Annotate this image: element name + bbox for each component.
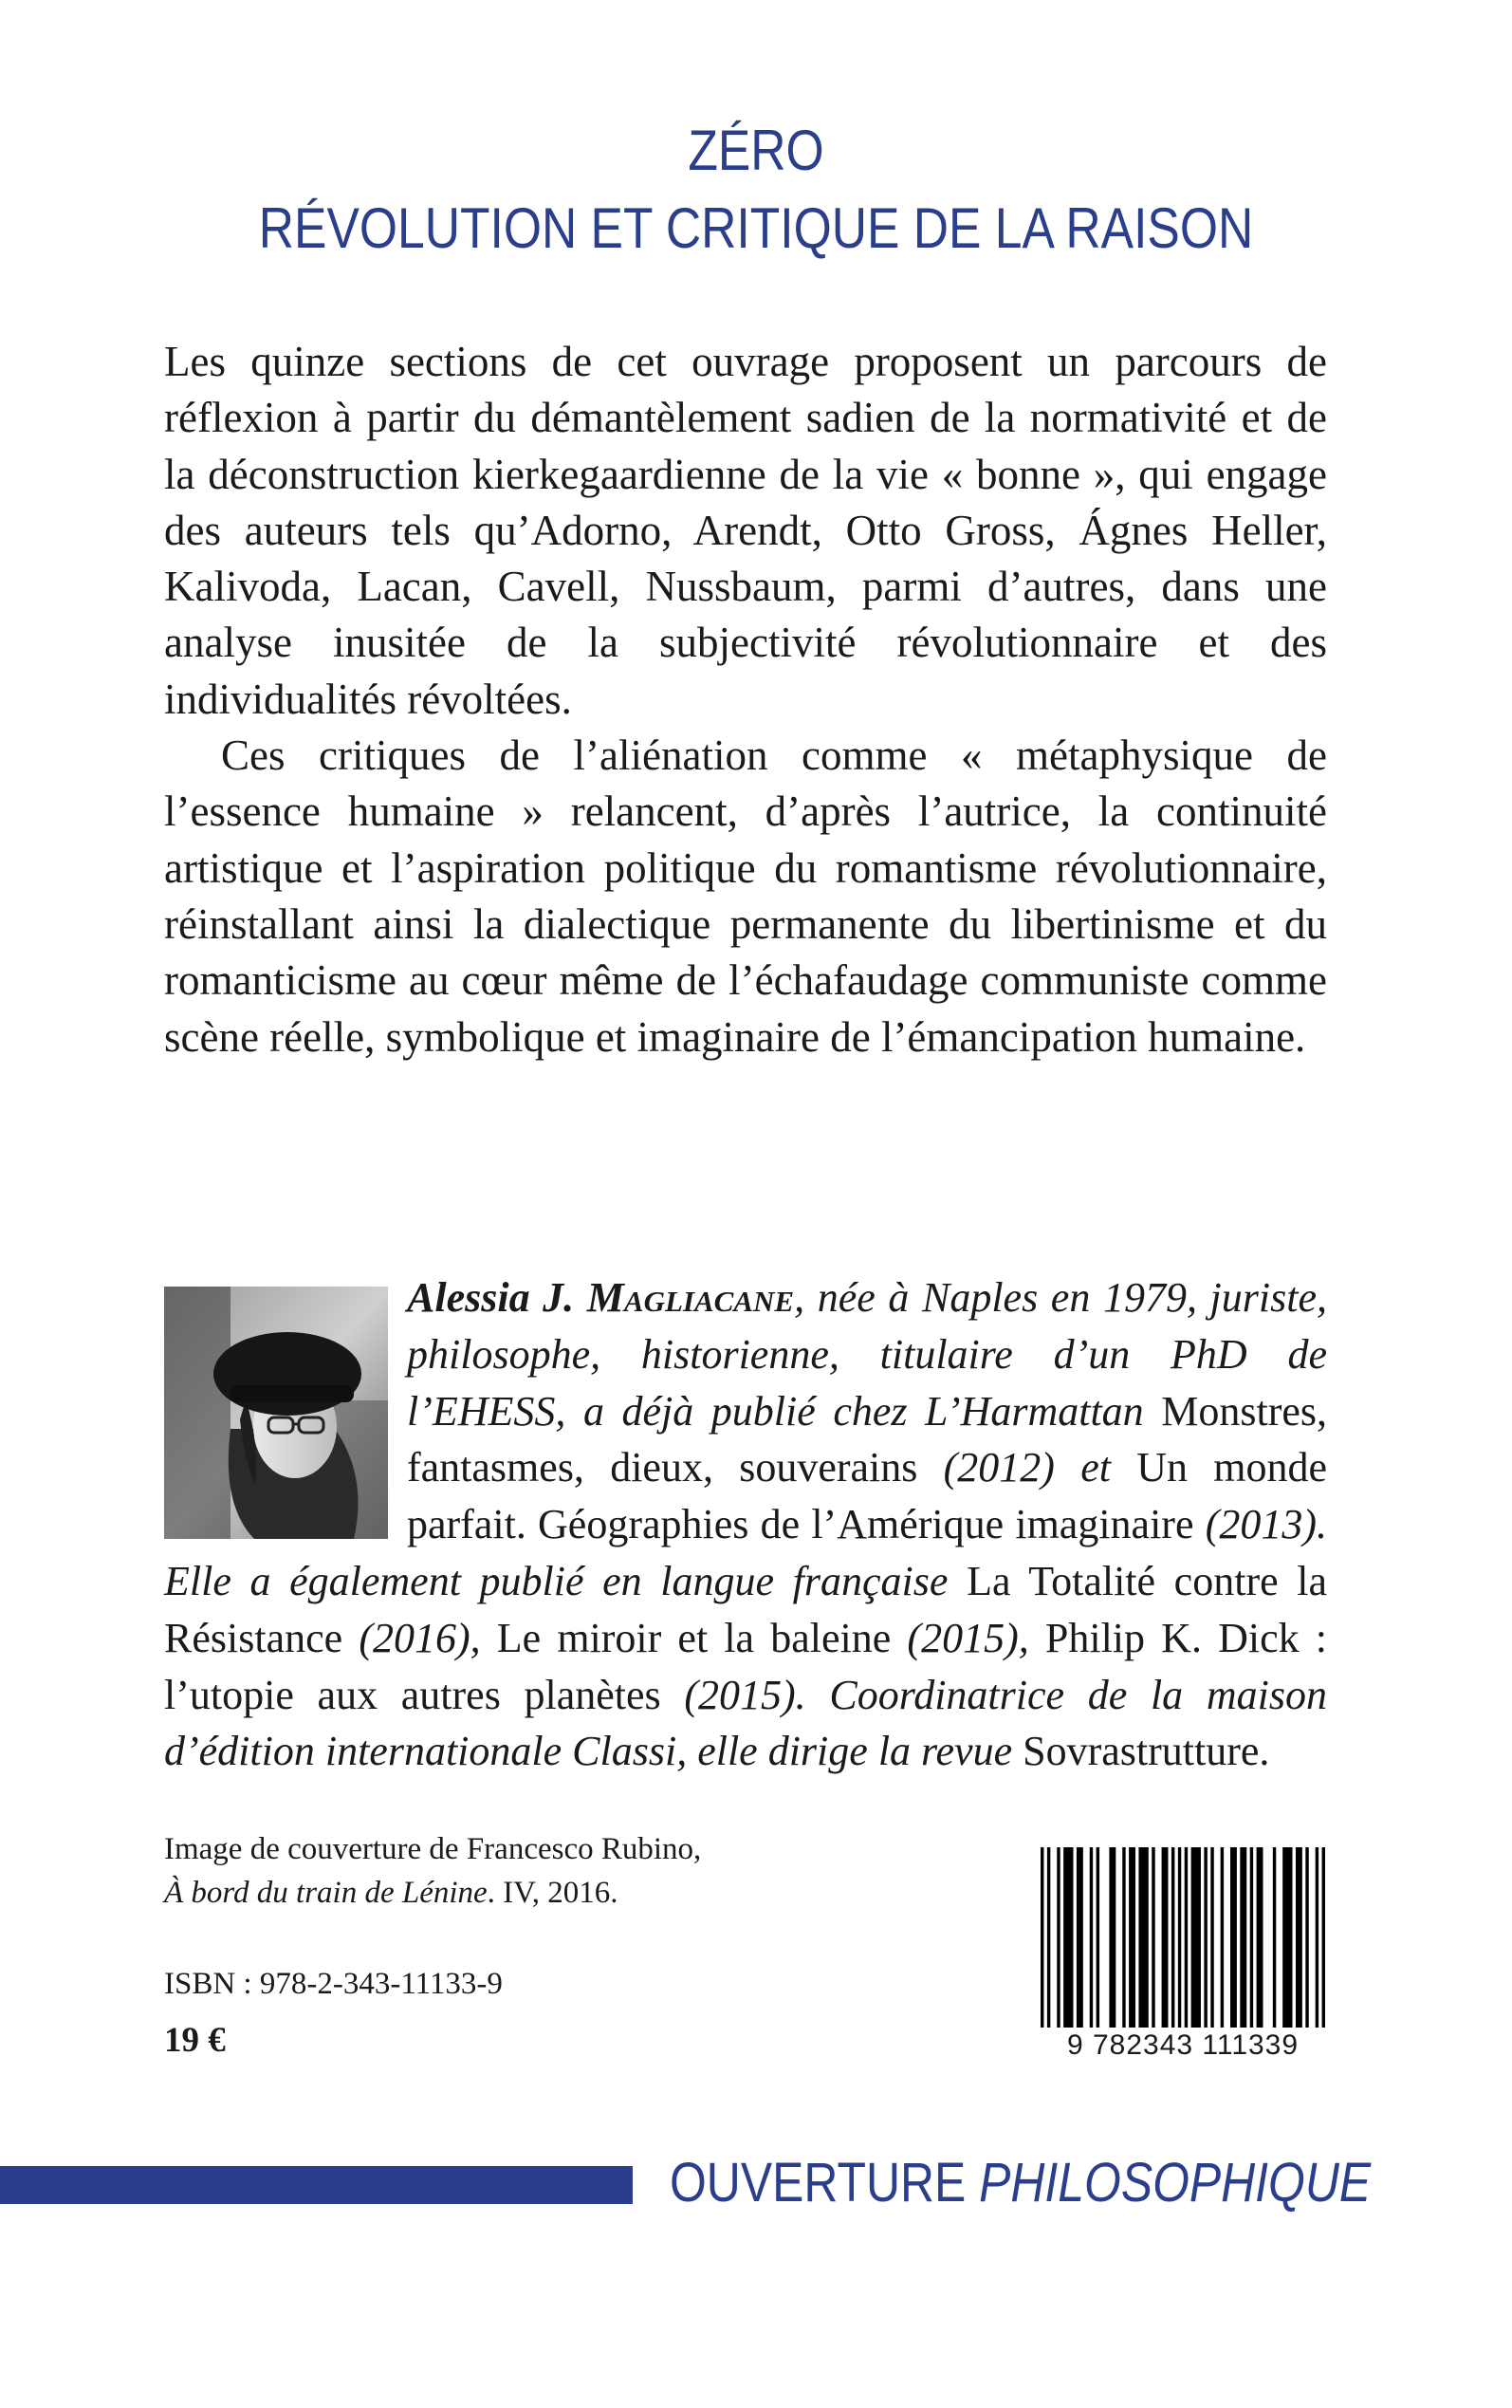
barcode-bar bbox=[1129, 1847, 1135, 2028]
barcode-bar bbox=[1057, 1847, 1060, 2028]
barcode-bar bbox=[1077, 1847, 1083, 2028]
barcode-bar bbox=[1322, 1847, 1325, 2028]
book-title-ref: Sovrastrutture bbox=[1023, 1728, 1260, 1775]
barcode-bar bbox=[1230, 1847, 1237, 2028]
book-title-ref: Le miroir et la baleine bbox=[496, 1614, 892, 1661]
author-bio bbox=[164, 1269, 1327, 1780]
barcode-bar bbox=[1097, 1847, 1099, 2028]
cover-image-credit bbox=[164, 1827, 701, 1915]
barcode bbox=[1038, 1847, 1328, 2060]
barcode-bar bbox=[1273, 1847, 1276, 2028]
book-title-ref: Philip K. Dick : l’utopie aux autres planètes bbox=[164, 1614, 1327, 1718]
barcode-bar bbox=[1250, 1847, 1253, 2028]
series-accent-bar bbox=[0, 2166, 633, 2204]
barcode-bar bbox=[1240, 1847, 1246, 2028]
barcode-bars bbox=[1038, 1847, 1328, 2037]
barcode-bar bbox=[1047, 1847, 1050, 2028]
barcode-bar bbox=[1063, 1847, 1073, 2028]
credit-line: À bord du train de Lénine. IV, 2016. bbox=[164, 1876, 618, 1910]
barcode-bar bbox=[1090, 1847, 1093, 2028]
barcode-bar bbox=[1305, 1847, 1308, 2028]
barcode-bar bbox=[1178, 1847, 1181, 2028]
barcode-bar bbox=[1316, 1847, 1318, 2028]
barcode-bar bbox=[1171, 1847, 1174, 2028]
barcode-bar bbox=[1162, 1847, 1169, 2028]
title-line-subtitle: RÉVOLUTION ET CRITIQUE DE LA RAISON bbox=[258, 196, 1254, 260]
barcode-bar bbox=[1204, 1847, 1207, 2028]
price: 19 € bbox=[164, 2021, 226, 2060]
barcode-bar bbox=[1282, 1847, 1292, 2028]
author-name: Alessia J. Magliacane bbox=[407, 1274, 795, 1321]
barcode-bar bbox=[1191, 1847, 1201, 2028]
book-title-ref: La Totalité contre la Résistance bbox=[164, 1557, 1327, 1661]
credit-line: Image de couverture de Francesco Rubino, bbox=[164, 1832, 702, 1866]
author-photo bbox=[164, 1287, 388, 1539]
book-title-ref: Monstres, fantasmes, dieux, souverains bbox=[407, 1387, 1327, 1491]
title-line-main: ZÉRO bbox=[688, 119, 824, 182]
barcode-bar bbox=[1210, 1847, 1213, 2028]
book-title-ref: Un monde parfait. Géographies de l’Amérique imaginaire bbox=[407, 1444, 1328, 1548]
barcode-bar bbox=[1185, 1847, 1188, 2028]
barcode-bar bbox=[1041, 1847, 1043, 2028]
barcode-bar bbox=[1122, 1847, 1125, 2028]
barcode-bar bbox=[1109, 1847, 1116, 2028]
barcode-bar bbox=[1221, 1847, 1224, 2028]
book-title bbox=[106, 112, 1407, 268]
barcode-bar bbox=[1152, 1847, 1154, 2028]
barcode-bar bbox=[1138, 1847, 1148, 2028]
barcode-bar bbox=[1296, 1847, 1302, 2028]
series-name: OUVERTURE PHILOSOPHIQUE bbox=[670, 2152, 1372, 2214]
barcode-digits: 9 782343 111339 bbox=[1066, 2029, 1300, 2061]
author-bio-text: Alessia J. Magliacane, née à Naples en 1979, juriste, philosophe, historienne, titulaire d’un PhD de l’EHESS, a déjà publié chez L’Harmattan Monstres, fantasmes, dieux, souverains (2012) et Un monde parfait. Géographies de l’Amérique imaginaire (2013). Elle a également publié en langue française La Totalité contre la Résistance (2016), Le miroir et la baleine (2015), Philip K. Dick : l’utopie aux autres planètes (2015). Coordinatrice de la maison d’édition internationale Classi, elle dirige la revue Sovrastrutture. bbox=[164, 1274, 1328, 1775]
blurb-paragraph: Les quinze sections de cet ouvrage proposent un parcours de réflexion à partir du démantèlement sadien de la normativité et de la déconstruction kierkegaardienne de la vie « bonne », qui engage des auteurs tels qu’Adorno, Arendt, Otto Gross, Ágnes Heller, Kalivoda, Lacan, Cavell, Nussbaum, parmi d’autres, dans une analyse inusitée de la subjectivité révolutionnaire et des individualités révoltées. bbox=[164, 338, 1327, 723]
isbn: ISBN : 978-2-343-11133-9 bbox=[164, 1967, 503, 2001]
barcode-bar bbox=[1257, 1847, 1263, 2028]
blurb-paragraph: Ces critiques de l’aliénation comme « métaphysique de l’essence humaine » relancent, d’après l’autrice, la continuité artistique et l’aspiration politique du romantisme révolutionnaire, réinstallant ainsi la dialectique permanente du libertinisme et du romanticisme au cœur même de l’échafaudage communiste comme scène réelle, symbolique et imaginaire de l’émancipation humaine. bbox=[164, 732, 1327, 1061]
back-cover-blurb bbox=[164, 334, 1327, 1065]
